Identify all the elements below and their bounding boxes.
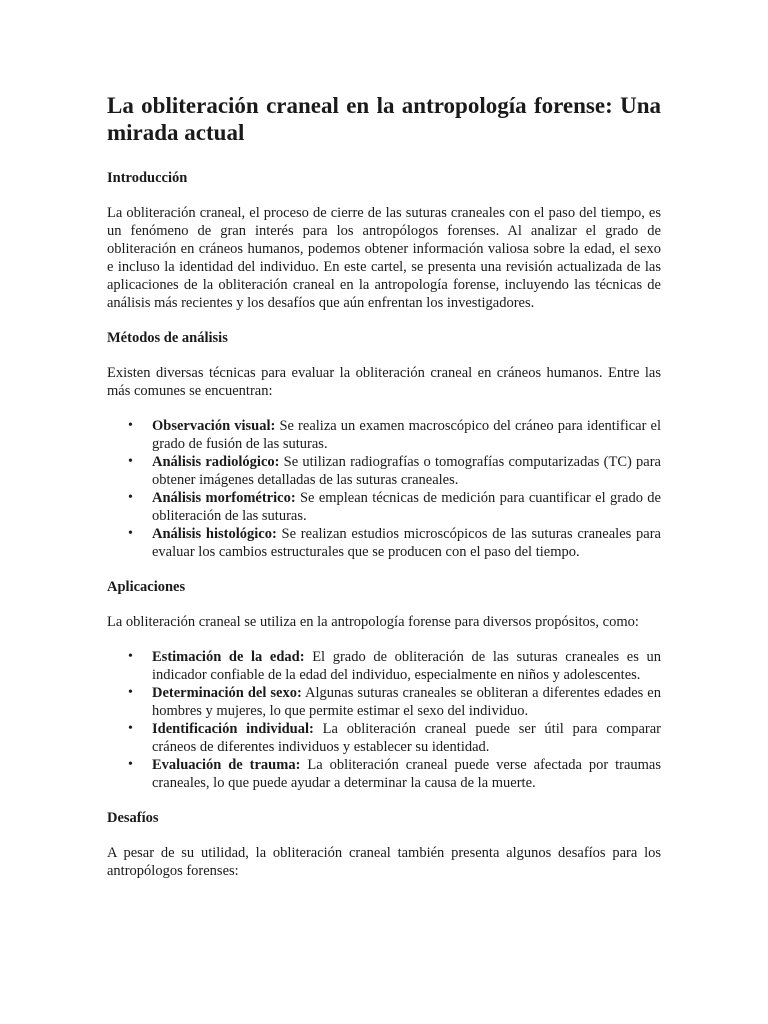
- item-text: El grado de obliteración de las suturas craneales es un indicador confiable de la edad del individuo, especialmente en niños y adolescentes.: [152, 649, 662, 683]
- applications-paragraph: La obliteración craneal se utiliza en la antropología forense para diversos propósitos, como:: [107, 614, 639, 630]
- challenges-paragraph: A pesar de su utilidad, la obliteración craneal también presenta algunos desafíos para los antropólogos forenses:: [107, 845, 661, 879]
- bullet-icon: •: [128, 526, 133, 541]
- item-term: Análisis radiológico:: [152, 454, 280, 470]
- bullet-icon: •: [128, 490, 133, 505]
- item-term: Evaluación de trauma:: [152, 757, 301, 773]
- item-text: Se utilizan radiografías o tomografías computarizadas (TC) para obtener imágenes detalladas de las suturas craneales.: [152, 454, 661, 488]
- list-item: [128, 489, 661, 525]
- section-heading-methods: Métodos de análisis: [107, 330, 228, 346]
- list-item: [128, 648, 662, 684]
- item-term: Observación visual:: [152, 418, 276, 434]
- methods-paragraph: Existen diversas técnicas para evaluar la obliteración craneal en cráneos humanos. Entre las más comunes se encuentran:: [107, 365, 661, 399]
- item-text: La obliteración craneal puede ser útil para comparar cráneos de diferentes individuos y establecer su identidad.: [152, 721, 661, 755]
- section-heading-applications: Aplicaciones: [107, 579, 186, 595]
- list-item: [128, 453, 661, 489]
- bullet-icon: •: [128, 649, 133, 664]
- list-item: [128, 525, 661, 561]
- methods-list: [107, 417, 661, 561]
- bullet-icon: •: [128, 454, 133, 469]
- applications-list: [107, 648, 661, 792]
- bullet-icon: •: [128, 685, 133, 700]
- item-term: Análisis morfométrico:: [152, 490, 296, 506]
- item-term: Análisis histológico:: [152, 526, 277, 542]
- list-item: [128, 684, 661, 720]
- item-text: Algunas suturas craneales se obliteran a diferentes edades en hombres y mujeres, lo que permite estimar el sexo del individuo.: [152, 685, 661, 719]
- section-heading-challenges: Desafíos: [107, 810, 159, 826]
- bullet-icon: •: [128, 418, 133, 433]
- list-item: [128, 720, 661, 756]
- item-text: Se realizan estudios microscópicos de las suturas craneales para evaluar los cambios estructurales que se producen con el paso del tiempo.: [152, 526, 661, 560]
- item-term: Identificación individual:: [152, 721, 314, 737]
- item-text: La obliteración craneal puede verse afectada por traumas craneales, lo que puede ayudar a determinar la causa de la muerte.: [152, 757, 662, 791]
- item-term: Determinación del sexo:: [152, 685, 302, 701]
- item-text: Se realiza un examen macroscópico del cráneo para identificar el grado de fusión de las suturas.: [152, 418, 661, 452]
- item-term: Estimación de la edad:: [152, 649, 305, 665]
- list-item: [128, 417, 661, 453]
- item-text: Se emplean técnicas de medición para cuantificar el grado de obliteración de las suturas.: [152, 490, 661, 524]
- page-title: La obliteración craneal en la antropología forense: Una mirada actual: [107, 93, 661, 145]
- bullet-icon: •: [128, 757, 133, 772]
- section-heading-intro: Introducción: [107, 170, 188, 186]
- list-item: [128, 756, 662, 792]
- intro-paragraph: La obliteración craneal, el proceso de cierre de las suturas craneales con el paso del tiempo, es un fenómeno de gran interés para los antropólogos forenses. Al analizar el grado de obliteración en cráneos humanos, podemos obtener información valiosa sobre la edad, el sexo e incluso la identidad del individuo. En este cartel, se presenta una revisión actualizada de las aplicaciones de la obliteración craneal en la antropología forense, incluyendo las técnicas de análisis más recientes y los desafíos que aún enfrentan los investigadores.: [107, 205, 661, 311]
- bullet-icon: •: [128, 721, 133, 736]
